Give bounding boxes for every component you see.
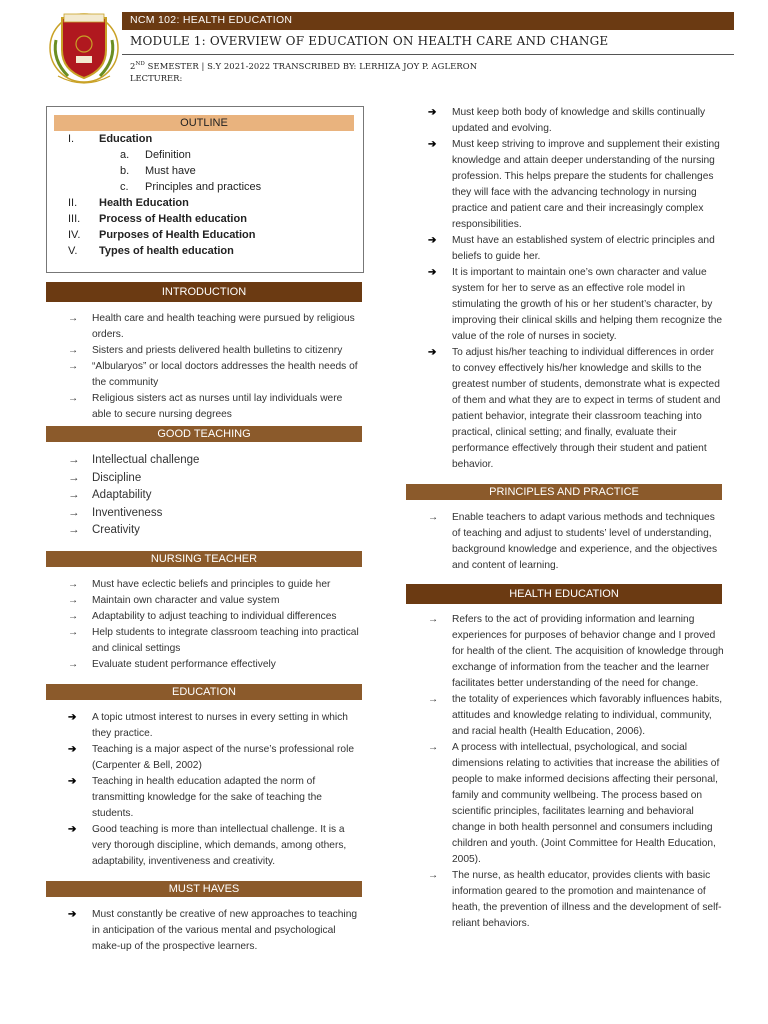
arrow-icon: ➔ bbox=[68, 712, 77, 723]
outline-item-label: Process of Health education bbox=[99, 213, 247, 225]
list-item bbox=[68, 359, 362, 391]
arrow-icon: ➔ bbox=[428, 347, 437, 358]
list-item bbox=[68, 593, 362, 609]
list-item-text: Intellectual challenge bbox=[92, 454, 200, 466]
outline-item-number: II. bbox=[68, 197, 78, 209]
arrow-icon: ➔ bbox=[428, 235, 437, 246]
arrow-icon: → bbox=[68, 454, 80, 466]
outline-title: OUTLINE bbox=[54, 115, 354, 131]
arrow-icon: ➔ bbox=[68, 744, 77, 755]
education-list bbox=[68, 710, 362, 870]
outline-item-label: Must have bbox=[145, 165, 196, 177]
list-item bbox=[428, 868, 724, 932]
list-item bbox=[68, 625, 362, 657]
list-item bbox=[428, 612, 724, 692]
list-item bbox=[68, 577, 362, 593]
list-item-text: Teaching in health education adapted the norm of transmitting knowledge for the sake of teaching the students. bbox=[92, 776, 322, 819]
arrow-icon: → bbox=[68, 361, 79, 372]
list-item bbox=[428, 740, 724, 868]
arrow-icon: → bbox=[68, 524, 80, 536]
school-seal-logo bbox=[48, 10, 120, 86]
list-item-text: Creativity bbox=[92, 524, 140, 536]
list-item-text: Must have eclectic beliefs and principles to guide her bbox=[92, 579, 331, 590]
list-item bbox=[68, 907, 362, 955]
outline-item-label: Types of health education bbox=[99, 245, 234, 257]
list-item-text: Religious sisters act as nurses until lay individuals were able to secure nursing degrees bbox=[92, 393, 343, 420]
good-teaching-list bbox=[68, 452, 362, 540]
list-item-text: Enable teachers to adapt various methods and techniques of teaching and adjust to students’ level of understanding, background knowledge and experience, and the objectives and content of learning. bbox=[452, 512, 718, 571]
health-education-list bbox=[428, 612, 724, 932]
list-item-text: Must keep both body of knowledge and skills continually updated and evolving. bbox=[452, 107, 706, 134]
arrow-icon: → bbox=[68, 595, 79, 606]
arrow-icon: → bbox=[428, 512, 439, 523]
outline-item-number: V. bbox=[68, 245, 78, 257]
outline-item-label: Purposes of Health Education bbox=[99, 229, 256, 241]
list-item bbox=[68, 522, 362, 540]
list-item-text: Must keep striving to improve and supplement their existing knowledge and attain deeper understanding of the nursing profession. This helps prepare the students for challenges they will face with the advancing technology in nursing practice and patient care and their increasingly complex responsibilities. bbox=[452, 139, 720, 230]
semester-number: 2 bbox=[130, 61, 136, 71]
list-item-text: Inventiveness bbox=[92, 506, 163, 519]
arrow-icon: → bbox=[68, 579, 79, 590]
list-item-text: It is important to maintain one’s own character and value system for her to serve as an effective role model in stimulating the growth of his or her student’s character, by improving their clinical skills and helping them recognize the value of the role of nurses in society. bbox=[452, 267, 723, 342]
introduction-heading: INTRODUCTION bbox=[46, 282, 362, 302]
outline-item-label: Education bbox=[99, 133, 153, 145]
arrow-icon: ➔ bbox=[68, 824, 77, 835]
arrow-icon: → bbox=[428, 870, 439, 881]
arrow-icon: → bbox=[428, 742, 439, 753]
list-item-text: To adjust his/her teaching to individual differences in order to convey effectively his/her knowledge and skills to the greatest number of students, demonstrate what is expected of them and what they are to expect in terms of student and patient behavior, integrate their classroom teaching into practical, clinical setting; and finally, evaluate their performance effectively through their student and patient behavior. bbox=[452, 347, 721, 470]
semester-suffix: ND bbox=[135, 61, 145, 68]
arrow-icon: → bbox=[68, 313, 79, 324]
outline-item-number: III. bbox=[68, 213, 81, 225]
outline-item-number: c. bbox=[120, 181, 129, 193]
education-heading: EDUCATION bbox=[46, 684, 362, 700]
arrow-icon: → bbox=[68, 393, 79, 404]
nursing-teacher-heading: NURSING TEACHER bbox=[46, 551, 362, 567]
must-haves-heading: MUST HAVES bbox=[46, 881, 362, 897]
nursing-teacher-list bbox=[68, 577, 362, 673]
arrow-icon: ➔ bbox=[428, 107, 437, 118]
list-item bbox=[68, 822, 362, 870]
list-item-text: the totality of experiences which favorably influences habits, attitudes and knowledge relating to individual, community, and racial health (Health Education, 2006). bbox=[452, 694, 723, 737]
principles-heading: PRINCIPLES AND PRACTICE bbox=[406, 484, 722, 500]
module-title: MODULE 1: OVERVIEW OF EDUCATION ON HEALTH CARE AND CHANGE bbox=[130, 34, 609, 48]
list-item bbox=[428, 137, 724, 233]
list-item bbox=[68, 505, 362, 523]
arrow-icon: → bbox=[68, 659, 79, 670]
list-item bbox=[68, 710, 362, 742]
arrow-icon: → bbox=[428, 614, 439, 625]
list-item-text: Discipline bbox=[92, 471, 142, 484]
list-item-text: Health care and health teaching were pursued by religious orders. bbox=[92, 313, 355, 340]
arrow-icon: ➔ bbox=[428, 267, 437, 278]
list-item bbox=[428, 105, 724, 137]
arrow-icon: ➔ bbox=[68, 909, 77, 920]
list-item bbox=[68, 774, 362, 822]
list-item bbox=[68, 452, 362, 470]
arrow-icon: → bbox=[68, 489, 80, 501]
list-item bbox=[68, 609, 362, 625]
list-item-text: Adaptability to adjust teaching to individual differences bbox=[92, 611, 337, 622]
outline-item-number: IV. bbox=[68, 229, 81, 241]
semester-line bbox=[130, 61, 477, 71]
good-teaching-heading: GOOD TEACHING bbox=[46, 426, 362, 442]
arrow-icon: → bbox=[68, 627, 79, 638]
semester-transcriber: SEMESTER | S.Y 2021-2022 TRANSCRIBED BY: LERHIZA JOY P. AGLERON bbox=[144, 61, 478, 71]
health-education-heading: HEALTH EDUCATION bbox=[406, 584, 722, 604]
outline-item-label: Health Education bbox=[99, 197, 189, 209]
outline-item-number: b. bbox=[120, 165, 130, 177]
list-item-text: Evaluate student performance effectively bbox=[92, 659, 276, 670]
list-item bbox=[428, 345, 724, 473]
list-item-text: Teaching is a major aspect of the nurse’s professional role (Carpenter & Bell, 2002) bbox=[92, 744, 354, 771]
principles-list bbox=[428, 510, 724, 574]
lecturer-line: LECTURER: bbox=[130, 73, 183, 83]
list-item bbox=[68, 487, 362, 505]
list-item bbox=[428, 510, 724, 574]
arrow-icon: → bbox=[428, 694, 439, 705]
must-haves-list bbox=[68, 907, 362, 955]
list-item-text: A process with intellectual, psychological, and social dimensions relating to activities that increase the abilities of people to make informed decisions affecting their personal, family and community wellbeing. The process based on scientific principles, facilitates learning and behavioral change in both health personnel and consumers including children and youth. (Joint Committee for Health Education, 2005). bbox=[452, 742, 720, 865]
course-code: NCM 102: HEALTH EDUCATION bbox=[130, 14, 293, 26]
outline-item-label: Definition bbox=[145, 149, 191, 161]
list-item bbox=[68, 311, 362, 343]
arrow-icon: → bbox=[68, 471, 80, 484]
list-item bbox=[68, 343, 362, 359]
list-item-text: Must have an established system of electric principles and beliefs to guide her. bbox=[452, 235, 715, 262]
list-item bbox=[428, 265, 724, 345]
arrow-icon: → bbox=[68, 345, 79, 356]
arrow-icon: ➔ bbox=[428, 139, 437, 150]
introduction-list bbox=[68, 311, 362, 423]
list-item-text: Adaptability bbox=[92, 489, 152, 501]
list-item-text: “Albularyos” or local doctors addresses the health needs of the community bbox=[92, 361, 358, 388]
outline-item-number: a. bbox=[120, 149, 130, 161]
list-item bbox=[68, 657, 362, 673]
list-item bbox=[428, 233, 724, 265]
list-item bbox=[428, 692, 724, 740]
header-divider bbox=[122, 54, 734, 55]
outline-item-label: Principles and practices bbox=[145, 181, 262, 193]
list-item bbox=[68, 470, 362, 488]
list-item bbox=[68, 742, 362, 774]
arrow-icon: ➔ bbox=[68, 776, 77, 787]
list-item-text: The nurse, as health educator, provides clients with basic information geared to the promotion and maintenance of heath, the prevention of illness and the development of self-reliant behaviors. bbox=[452, 870, 722, 929]
outline-item-number: I. bbox=[68, 133, 75, 145]
list-item-text: Good teaching is more than intellectual challenge. It is a very thorough discipline, which demands, among others, adaptability, inventiveness and creativity. bbox=[92, 824, 347, 867]
list-item-text: Refers to the act of providing information and learning experiences for purposes of behavior change and I proved for health of the client. The acquisition of knowledge through exchange of information from the teacher and the learner facilitates better understanding of the need for change. bbox=[452, 614, 724, 689]
list-item-text: Maintain own character and value system bbox=[92, 595, 280, 606]
list-item-text: Must constantly be creative of new approaches to teaching in anticipation of the various mental and psychological make-up of the prospective learners. bbox=[92, 909, 358, 952]
arrow-icon: → bbox=[68, 506, 80, 519]
list-item-text: Help students to integrate classroom teaching into practical and clinical settings bbox=[92, 627, 359, 654]
list-item-text: A topic utmost interest to nurses in every setting in which they practice. bbox=[92, 712, 348, 739]
must-haves-continued-list bbox=[428, 105, 724, 473]
arrow-icon: → bbox=[68, 611, 79, 622]
list-item bbox=[68, 391, 362, 423]
list-item-text: Sisters and priests delivered health bulletins to citizenry bbox=[92, 345, 343, 356]
